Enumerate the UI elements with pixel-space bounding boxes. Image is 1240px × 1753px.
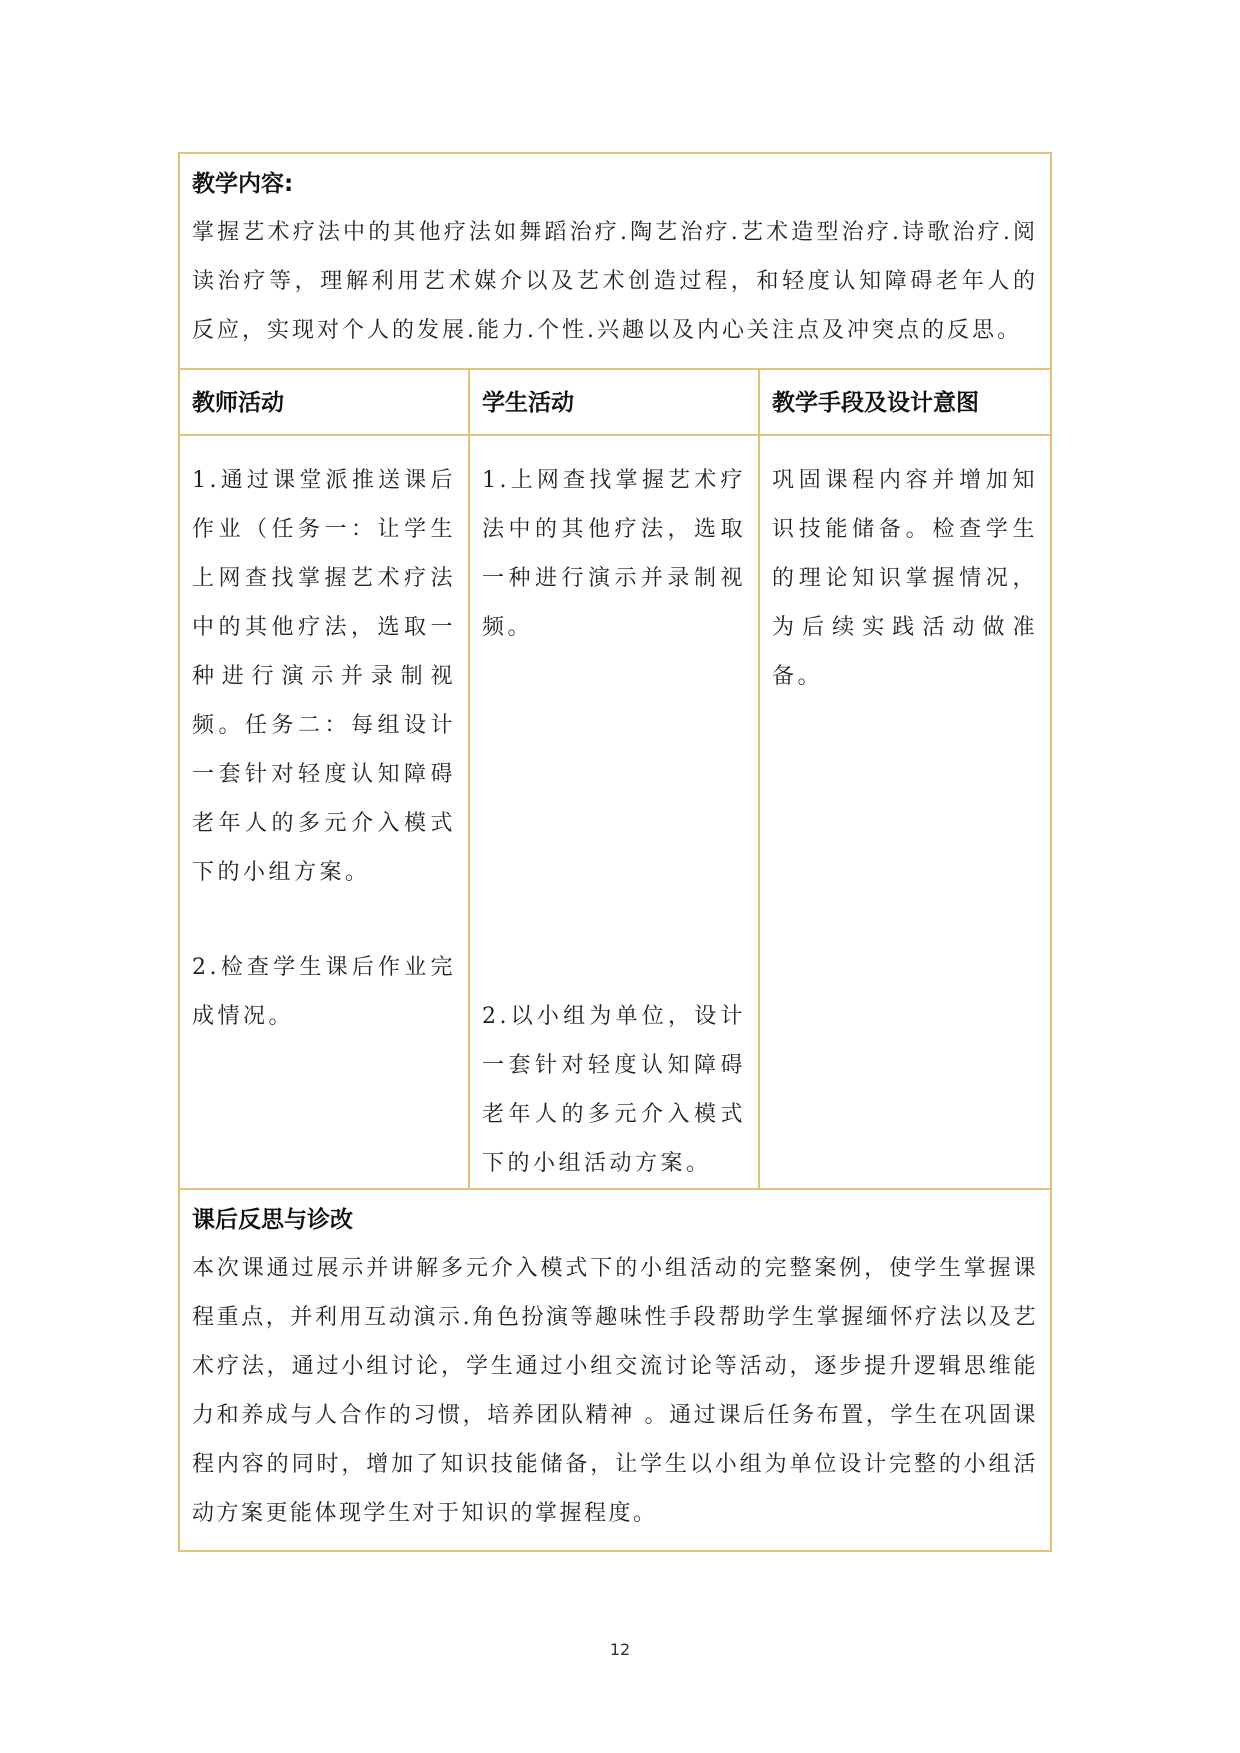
student-activity-cell [469,435,759,1189]
content-section-title: 教学内容: [192,171,294,197]
header-teaching-means: 教学手段及设计意图 [772,390,979,416]
reflection-section-title: 课后反思与诊改 [192,1207,353,1233]
header-teacher-cell [179,369,469,435]
student-activity-item-2: 2.以小组为单位，设计一套针对轻度认知障碍老年人的多元介入模式下的小组活动方案。 [482,1004,746,1176]
reflection-section-text: 本次课通过展示并讲解多元介入模式下的小组活动的完整案例，使学生掌握课程重点，并利用互动演示.角色扮演等趣味性手段帮助学生掌握缅怀疗法以及艺术疗法，通过小组讨论，学生通过小组交流讨论等活动，逐步提升逻辑思维能力和养成与人合作的习惯，培养团队精神 。通过课后任务布置，学生在巩固课程内容的同时，增加了知识技能储备，让学生以小组为单位设计完整的小组活动方案更能体现学生对于知识的掌握程度。 [192,1256,1039,1526]
teacher-activity-cell [179,435,469,1189]
teaching-means-item-1: 巩固课程内容并增加知识技能储备。检查学生的理论知识掌握情况，为后续实践活动做准备。 [772,468,1039,689]
header-student-activity: 学生活动 [482,390,574,416]
header-student-cell [469,369,759,435]
teacher-activity-item-2: 2.检查学生课后作业完成情况。 [192,955,456,1029]
content-cell [179,153,1051,369]
header-means-cell [759,369,1051,435]
lesson-plan-table [178,152,1052,1552]
teacher-activity-item-1: 1.通过课堂派推送课后作业（任务一：让学生上网查找掌握艺术疗法中的其他疗法，选取一种进行演示并录制视频。任务二：每组设计一套针对轻度认知障碍老年人的多元介入模式下的小组方案。 [192,468,456,885]
student-activity-item-1: 1.上网查找掌握艺术疗法中的其他疗法，选取一种进行演示并录制视频。 [482,468,746,640]
teaching-means-cell [759,435,1051,1189]
activity-body-row [179,435,1051,1189]
content-section-text: 掌握艺术疗法中的其他疗法如舞蹈治疗.陶艺治疗.艺术造型治疗.诗歌治疗.阅读治疗等，理解利用艺术媒介以及艺术创造过程，和轻度认知障碍老年人的反应，实现对个人的发展.能力.个性.兴趣以及内心关注点及冲突点的反思。 [192,220,1039,343]
content-row [179,153,1051,369]
reflection-cell [179,1189,1051,1551]
header-teacher-activity: 教师活动 [192,390,284,416]
page-number: 12 [609,1640,631,1659]
activity-header-row [179,369,1051,435]
reflection-row [179,1189,1051,1551]
